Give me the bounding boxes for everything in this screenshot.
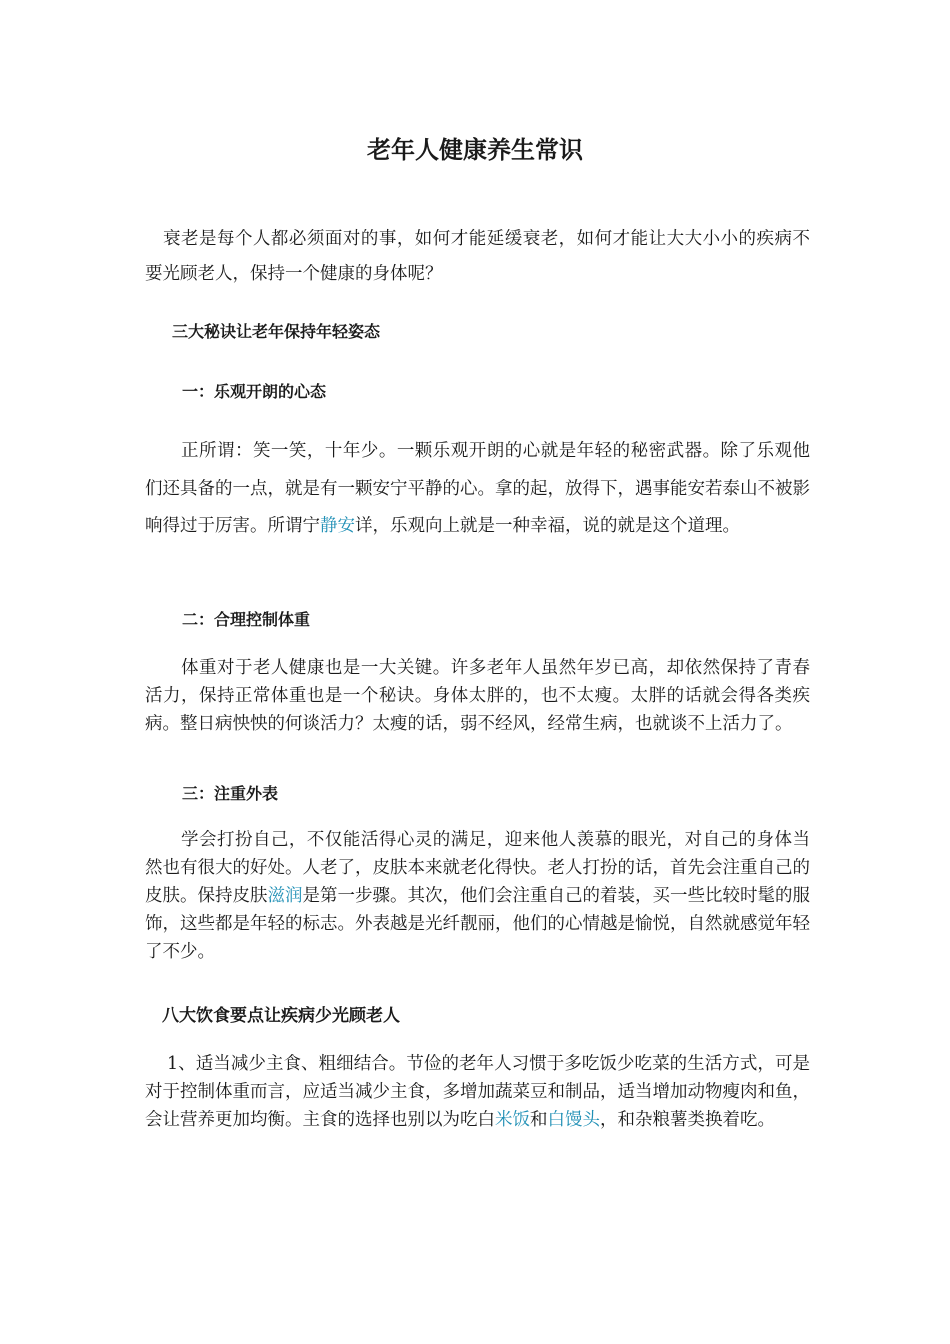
section-heading-secrets: 三大秘诀让老年保持年轻姿态 <box>172 322 381 341</box>
paragraph-optimism-text-after: 详，乐观向上就是一种幸福，说的就是这个道理。 <box>355 516 740 536</box>
paragraph-diet-1-text-after: ，和杂粮薯类换着吃。 <box>600 1110 775 1130</box>
intro-text: 衰老是每个人都必须面对的事，如何才能延缓衰老，如何才能让大大小小的疾病不要光顾老人，保持一个健康的身体呢？ <box>145 229 810 284</box>
subheading-weight: 二：合理控制体重 <box>182 610 311 629</box>
paragraph-diet-1-text-mid: 和 <box>530 1110 548 1130</box>
intro-paragraph <box>145 222 810 292</box>
link-zirun[interactable]: 滋润 <box>267 886 303 906</box>
paragraph-weight: 体重对于老人健康也是一大关键。许多老年人虽然年岁已高，却依然保持了青春活力，保持正常体重也是一个秘诀。身体太胖的，也不太瘦。太胖的话就会得各类疾病。整日病怏怏的何谈活力？太瘦的话，弱不经风，经常生病，也就谈不上活力了。 <box>145 658 810 734</box>
paragraph-appearance <box>145 826 810 966</box>
link-baimantou[interactable]: 白馒头 <box>547 1110 600 1130</box>
paragraph-diet-1-text-before: 1、适当减少主食、粗细结合。节俭的老年人习惯于多吃饭少吃菜的生活方式，可是对于控制体重而言，应适当减少主食，多增加蔬菜豆和制品，适当增加动物瘦肉和鱼，会让营养更加均衡。主食的选择也别以为吃白 <box>145 1054 810 1130</box>
paragraph-appearance-text-before: 学会打扮自己，不仅能活得心灵的满足，迎来他人羡慕的眼光，对自己的身体当然也有很大的好处。人老了，皮肤本来就老化得快。老人打扮的话，首先会注重自己的皮肤。保持皮肤 <box>145 830 810 906</box>
paragraph-optimism-text-before: 正所谓：笑一笑，十年少。一颗乐观开朗的心就是年轻的秘密武器。除了乐观他们还具备的一点，就是有一颗安宁平静的心。拿的起，放得下，遇事能安若泰山不被影响得过于厉害。所谓宁 <box>145 441 810 536</box>
subheading-appearance: 三：注重外表 <box>182 784 279 803</box>
subheading-optimism: 一：乐观开朗的心态 <box>182 382 327 401</box>
paragraph-optimism <box>145 433 810 546</box>
paragraph-appearance-text-after: 是第一步骤。其次，他们会注重自己的着装，买一些比较时髦的服饰，这些都是年轻的标志。外表越是光纤靓丽，他们的心情越是愉悦，自然就感觉年轻了不少。 <box>145 886 810 962</box>
section-heading-diet: 八大饮食要点让疾病少光顾老人 <box>162 1006 400 1026</box>
link-jingan[interactable]: 静安 <box>320 516 355 536</box>
page-title: 老年人健康养生常识 <box>367 135 583 164</box>
link-mifan[interactable]: 米饭 <box>495 1110 530 1130</box>
paragraph-diet-1 <box>145 1050 810 1134</box>
